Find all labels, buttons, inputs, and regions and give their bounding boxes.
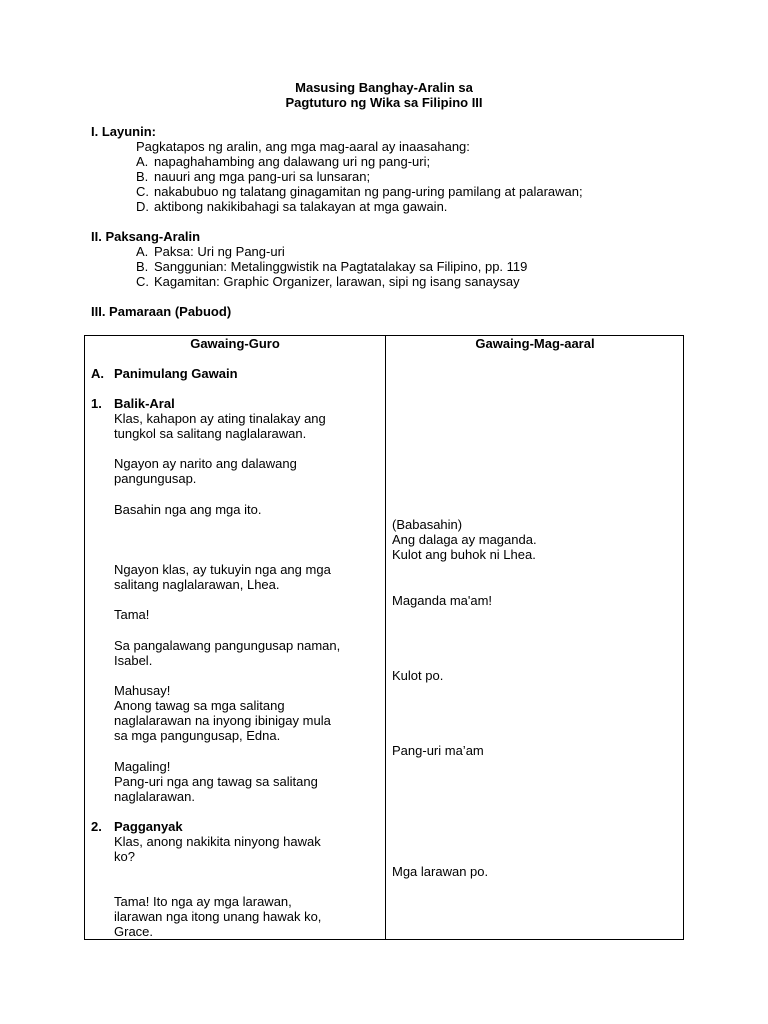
teacher-line: Tama! xyxy=(114,607,150,622)
list-marker: B. xyxy=(136,169,149,184)
list-item xyxy=(136,274,527,289)
section-1-heading: I. Layunin: xyxy=(91,124,156,139)
teacher-line: tungkol sa salitang naglalarawan. xyxy=(114,426,307,441)
student-line: Kulot po. xyxy=(392,668,444,683)
list-item-text: aktibong nakikibahagi sa talakayan at mga gawain. xyxy=(154,199,448,214)
list-item-text: nauuri ang mga pang-uri sa lunsaran; xyxy=(154,169,371,184)
section-3-heading: III. Pamaraan (Pabuod) xyxy=(91,304,232,319)
objectives-list xyxy=(136,154,583,214)
teacher-line: Anong tawag sa mga salitang xyxy=(114,698,285,713)
list-marker: A. xyxy=(136,154,149,169)
list-item xyxy=(136,199,583,214)
teacher-line: Tama! Ito nga ay mga larawan, xyxy=(114,894,292,909)
section-1-intro: Pagkatapos ng aralin, ang mga mag-aaral ay inaasahang: xyxy=(136,139,470,154)
teacher-line: Klas, kahapon ay ating tinalakay ang xyxy=(114,411,326,426)
teacher-line: Magaling! xyxy=(114,759,171,774)
teacher-line: Ngayon klas, ay tukuyin nga ang mga xyxy=(114,562,331,577)
list-marker: C. xyxy=(136,184,149,199)
subject-matter-list xyxy=(136,244,527,289)
student-line: Kulot ang buhok ni Lhea. xyxy=(392,547,536,562)
section-2-heading: II. Paksang-Aralin xyxy=(91,229,201,244)
procedure-table xyxy=(84,335,684,940)
teacher-line: sa mga pangungusap, Edna. xyxy=(114,728,281,743)
student-line: Maganda ma'am! xyxy=(392,593,493,608)
list-item-text: Paksa: Uri ng Pang-uri xyxy=(154,244,285,259)
student-line: (Babasahin) xyxy=(392,517,463,532)
column-header-guro: Gawaing-Guro xyxy=(190,336,280,351)
list-marker: C. xyxy=(136,274,149,289)
step-a-label: Panimulang Gawain xyxy=(114,366,238,381)
list-item-text: nakabubuo ng talatang ginagamitan ng pang-uring pamilang at palarawan; xyxy=(154,184,583,199)
step-a-marker: A. xyxy=(91,366,104,381)
teacher-line: Isabel. xyxy=(114,653,153,668)
document-title-line1: Masusing Banghay-Aralin sa xyxy=(295,80,473,95)
list-item xyxy=(136,154,583,169)
list-item-text: napaghahambing ang dalawang uri ng pang-uri; xyxy=(154,154,431,169)
teacher-line: Sa pangalawang pangungusap naman, xyxy=(114,638,341,653)
list-item xyxy=(136,244,527,259)
step-1-label: Balik-Aral xyxy=(114,396,175,411)
list-marker: D. xyxy=(136,199,149,214)
list-marker: A. xyxy=(136,244,149,259)
document-title-line2: Pagtuturo ng Wika sa Filipino III xyxy=(285,95,483,110)
teacher-line: naglalarawan. xyxy=(114,789,195,804)
student-line: Ang dalaga ay maganda. xyxy=(392,532,537,547)
teacher-line: ilarawan nga itong unang hawak ko, xyxy=(114,909,322,924)
student-line: Mga larawan po. xyxy=(392,864,489,879)
step-1-marker: 1. xyxy=(91,396,102,411)
step-2-marker: 2. xyxy=(91,819,102,834)
teacher-line: Ngayon ay narito ang dalawang xyxy=(114,456,297,471)
teacher-line: Mahusay! xyxy=(114,683,171,698)
step-2-label: Pagganyak xyxy=(114,819,183,834)
teacher-line: pangungusap. xyxy=(114,471,197,486)
teacher-line: Pang-uri nga ang tawag sa salitang xyxy=(114,774,318,789)
list-item xyxy=(136,184,583,199)
teacher-line: Klas, anong nakikita ninyong hawak xyxy=(114,834,321,849)
list-item-text: Kagamitan: Graphic Organizer, larawan, sipi ng isang sanaysay xyxy=(154,274,520,289)
teacher-line: naglalarawan na inyong ibinigay mula xyxy=(114,713,331,728)
list-marker: B. xyxy=(136,259,149,274)
list-item xyxy=(136,169,583,184)
column-divider xyxy=(385,336,386,939)
list-item-text: Sanggunian: Metalinggwistik na Pagtatalakay sa Filipino, pp. 119 xyxy=(154,259,528,274)
teacher-line: ko? xyxy=(114,849,135,864)
student-line: Pang-uri ma’am xyxy=(392,743,484,758)
teacher-line: salitang naglalarawan, Lhea. xyxy=(114,577,280,592)
teacher-line: Basahin nga ang mga ito. xyxy=(114,502,262,517)
list-item xyxy=(136,259,527,274)
column-header-mag-aaral: Gawaing-Mag-aaral xyxy=(475,336,595,351)
teacher-line: Grace. xyxy=(114,924,154,939)
